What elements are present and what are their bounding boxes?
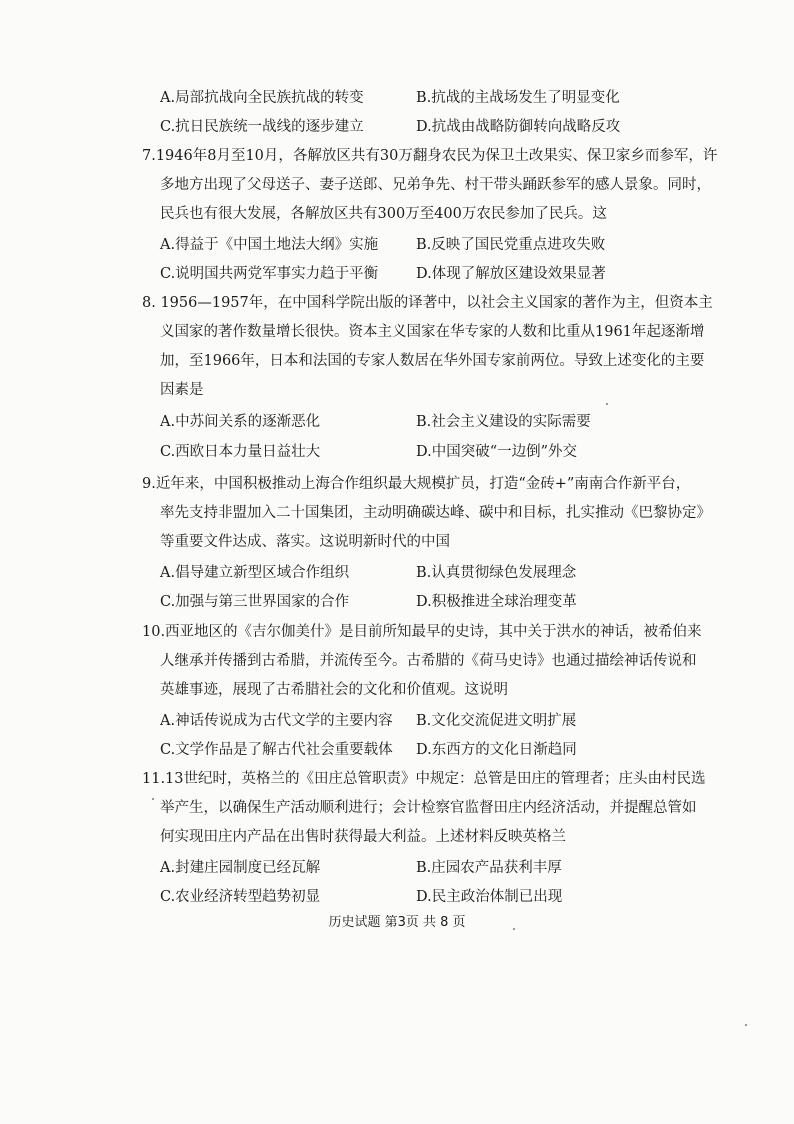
option-row	[160, 88, 640, 108]
option-row	[160, 117, 640, 137]
page-footer: 历史试题 第3页 共 8 页	[328, 915, 466, 930]
question-text-line: 人继承并传播到古希腊，并流传至今。古希腊的《荷马史诗》也通过描绘神话传说和	[160, 653, 697, 669]
option-a: A.得益于《中国土地法大纲》实施	[160, 237, 379, 253]
question-text-line: 英雄事迹，展现了古希腊社会的文化和价值观。这说明	[160, 682, 508, 698]
option-c: C.加强与第三世界国家的合作	[160, 594, 350, 610]
question-text-line: 10.西亚地区的《吉尔伽美什》是目前所知最早的史诗，其中关于洪水的神话，被希伯来	[142, 624, 702, 640]
question-text-line: 何实现田庄内产品在出售时获得最大利益。上述材料反映英格兰	[160, 829, 566, 845]
option-b: B.认真贯彻绿色发展理念	[416, 565, 577, 581]
question-text-line: 多地方出现了父母送子、妻子送郎、兄弟争先、村干带头踊跃参军的感人景象。同时，	[160, 177, 711, 193]
option-c: C.文学作品是了解古代社会重要载体	[160, 742, 393, 758]
option-d: D.民主政治体制已出现	[416, 889, 563, 905]
option-d: D.中国突破“一边倒”外交	[416, 444, 578, 460]
option-b: B.文化交流促进文明扩展	[416, 713, 577, 729]
option-a: A.局部抗战向全民族抗战的转变	[160, 90, 364, 106]
question-text-line: 8. 1956—1957年，在中国科学院出版的译著中，以社会主义国家的著作为主，但资本主	[142, 295, 713, 311]
question-text-line: 等重要文件达成、落实。这说明新时代的中国	[160, 534, 450, 550]
option-c: C.西欧日本力量日益壮大	[160, 444, 321, 460]
scan-speck	[152, 798, 154, 800]
option-a: A.神话传说成为古代文学的主要内容	[160, 713, 393, 729]
option-row	[160, 887, 640, 907]
scan-speck	[513, 928, 515, 930]
scan-speck	[606, 403, 608, 405]
option-c: C.抗日民族统一战线的逐步建立	[160, 119, 364, 135]
option-d: D.东西方的文化日渐趋同	[416, 742, 577, 758]
option-b: B.反映了国民党重点进攻失败	[416, 237, 606, 253]
scan-speck	[745, 1024, 747, 1026]
option-b: B.抗战的主战场发生了明显变化	[416, 90, 620, 106]
option-row	[160, 235, 640, 255]
option-d: D.抗战由战略防御转向战略反攻	[416, 119, 621, 135]
question-text-line: 9.近年来，中国积极推动上海合作组织最大规模扩员，打造“金砖+”南南合作新平台，	[142, 476, 691, 492]
option-c: C.说明国共两党军事实力趋于平衡	[160, 266, 379, 282]
option-row	[160, 711, 640, 731]
option-a: A.倡导建立新型区域合作组织	[160, 565, 350, 581]
option-row	[160, 592, 640, 612]
option-c: C.农业经济转型趋势初显	[160, 889, 321, 905]
question-text-line: 7.1946年8月至10月，各解放区共有30万翻身农民为保卫土改果实、保卫家乡而参军，许	[142, 148, 718, 164]
option-a: A.封建庄园制度已经瓦解	[160, 860, 321, 876]
option-row	[160, 740, 640, 760]
option-row	[160, 442, 640, 462]
question-text-line: 因素是	[160, 382, 204, 398]
option-b: B.社会主义建设的实际需要	[416, 414, 591, 430]
option-row	[160, 412, 640, 432]
question-text-line: 义国家的著作数量增长很快。资本主义国家在华专家的人数和比重从1961年起逐渐增	[160, 324, 705, 340]
option-row	[160, 563, 640, 583]
option-a: A.中苏间关系的逐渐恶化	[160, 414, 321, 430]
question-text-line: 加，至1966年，日本和法国的专家人数居在华外国专家前两位。导致上述变化的主要	[160, 353, 705, 369]
question-text-line: 11.13世纪时，英格兰的《田庄总管职责》中规定：总管是田庄的管理者；庄头由村民选	[142, 771, 706, 787]
option-d: D.体现了解放区建设效果显著	[416, 266, 606, 282]
option-row	[160, 858, 640, 878]
question-text-line: 举产生，以确保生产活动顺利进行；会计检察官监督田庄内经济活动，并提醒总管如	[160, 800, 697, 816]
option-row	[160, 264, 640, 284]
question-text-line: 率先支持非盟加入二十国集团，主动明确碳达峰、碳中和目标，扎实推动《巴黎协定》	[160, 505, 711, 521]
option-d: D.积极推进全球治理变革	[416, 594, 577, 610]
option-b: B.庄园农产品获利丰厚	[416, 860, 562, 876]
question-text-line: 民兵也有很大发展，各解放区共有300万至400万农民参加了民兵。这	[160, 206, 607, 222]
